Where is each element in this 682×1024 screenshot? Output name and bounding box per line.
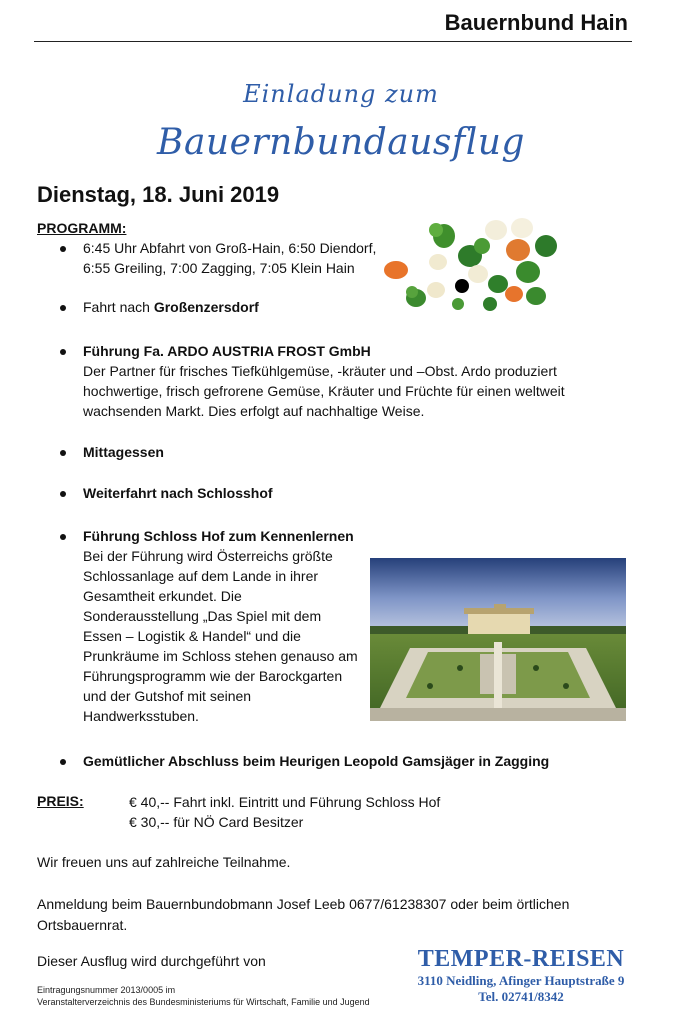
bullet-icon [60,450,66,456]
operator-intro: Dieser Ausflug wird durchgeführt von [37,953,266,969]
operator-name: TEMPER-REISEN [417,946,625,972]
price-line-1: € 40,-- Fahrt inkl. Eintritt und Führung Schloss Hof [129,794,441,810]
vegetables-image [378,216,566,316]
price-line-2: € 30,-- für NÖ Card Besitzer [129,814,304,830]
bullet-icon [60,759,66,765]
event-title: Bauernbundausflug [157,122,525,163]
bullet-icon [60,491,66,497]
schloss-hof-image [370,558,626,721]
registry-note: Veranstalterverzeichnis des Bundesministeriums für Wirtschaft, Familie und Jugend [37,997,370,1007]
bullet-icon [60,534,66,540]
operator-phone: Tel. 02741/8342 [478,989,564,1004]
registration-line-2: Ortsbauernrat. [37,917,128,933]
bullet-icon [60,349,66,355]
thanks-text: Wir freuen uns auf zahlreiche Teilnahme. [37,854,291,870]
invitation-line: Einladung zum [243,80,439,108]
bullet-icon [60,305,66,311]
price-label: PREIS: [37,793,84,809]
operator-block [408,946,634,1005]
operator-address: 3110 Neidling, Afinger Hauptstraße 9 [417,973,625,988]
header-rule [34,41,632,42]
bullet-icon [60,246,66,252]
organization-name: Bauernbund Hain [444,10,628,35]
program-label: PROGRAMM: [37,220,127,236]
registration-number: Eintragungsnummer 2013/0005 im [37,985,176,995]
event-date: Dienstag, 18. Juni 2019 [37,182,280,207]
registration-line-1: Anmeldung beim Bauernbundobmann Josef Leeb 0677/61238307 oder beim örtlichen [37,896,570,912]
